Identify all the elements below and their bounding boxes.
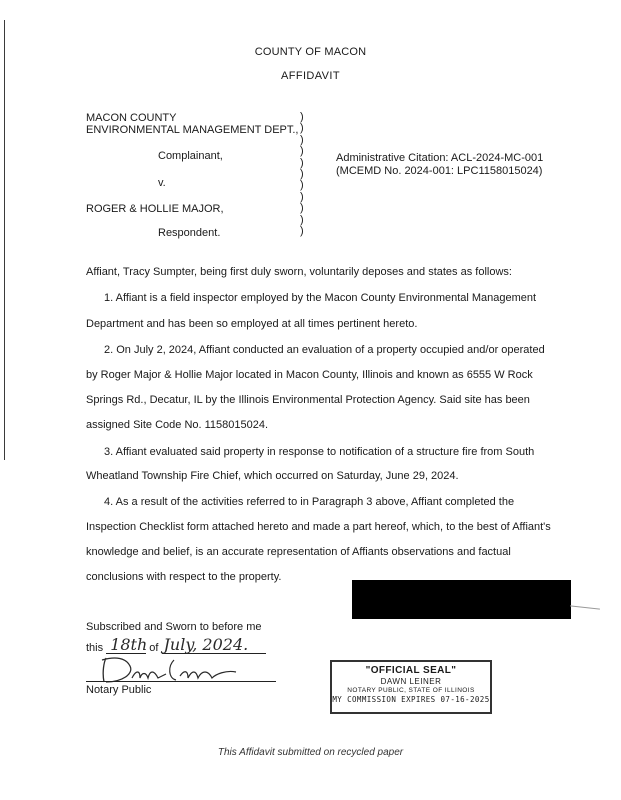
notary-public-label: Notary Public: [86, 684, 152, 696]
paragraph-2-line-1: 2. On July 2, 2024, Affiant conducted an evaluation of a property occupied and/or operated: [104, 344, 545, 356]
month-year-handwritten: July, 2024.: [163, 635, 249, 654]
seal-commission-expiry: MY COMMISSION EXPIRES 07-16-2025: [332, 695, 490, 704]
county-heading: COUNTY OF MACON: [254, 46, 367, 58]
seal-title: "OFFICIAL SEAL": [365, 665, 457, 676]
day-handwritten: 18th: [110, 635, 148, 654]
seal-notary-name: DAWN LEINER: [380, 677, 442, 686]
paragraph-2-line-2: by Roger Major & Hollie Major located in Macon County, Illinois and known as 6555 W Rock: [86, 369, 533, 381]
complainant-line1: MACON COUNTY: [86, 112, 177, 124]
document-title: AFFIDAVIT: [280, 70, 340, 82]
paragraph-4-line-3: knowledge and belief, is an accurate representation of Affiants observations and factual: [86, 546, 511, 558]
scan-edge-rule: [4, 20, 5, 460]
complainant-line2: ENVIRONMENTAL MANAGEMENT DEPT.,: [86, 124, 299, 136]
redaction-box: [352, 580, 571, 619]
subscribed-sworn-text: Subscribed and Sworn to before me: [86, 621, 262, 633]
of-word: of: [149, 642, 159, 654]
paragraph-1-line-2: Department and has been so employed at all times pertinent hereto.: [86, 318, 418, 330]
citation-mcemd-number: (MCEMD No. 2024-001: LPC1158015024): [336, 165, 543, 177]
paragraph-3-line-1: 3. Affiant evaluated said property in response to notification of a structure fire from South: [104, 446, 535, 458]
paragraph-3-line-2: Wheatland Township Fire Chief, which occurred on Saturday, June 29, 2024.: [86, 470, 459, 482]
complainant-role: Complainant,: [158, 150, 223, 162]
intro-paragraph: Affiant, Tracy Sumpter, being first duly sworn, voluntarily deposes and states as follows:: [86, 266, 512, 278]
official-seal-stamp: [330, 660, 492, 714]
paragraph-2-line-3: Springs Rd., Decatur, IL by the Illinois Environmental Protection Agency. Said site has been: [86, 394, 530, 406]
paragraph-4-line-1: 4. As a result of the activities referred to in Paragraph 3 above, Affiant completed the: [104, 496, 515, 508]
paragraph-4-line-2: Inspection Checklist form attached hereto and made a part hereof, which, to the best of Affiant's: [86, 521, 551, 533]
paragraph-4-line-4: conclusions with respect to the property.: [86, 571, 282, 583]
caption-parentheses: ) ) ) ) ) ) ) ) ) ) ): [300, 111, 304, 238]
this-word: this: [86, 642, 104, 654]
respondent-name: ROGER & HOLLIE MAJOR,: [86, 203, 224, 215]
paragraph-1-line-1: 1. Affiant is a field inspector employed by the Macon County Environmental Management: [104, 292, 537, 304]
seal-notary-state: NOTARY PUBLIC, STATE OF ILLINOIS: [347, 687, 475, 694]
notary-signature-line: [86, 681, 276, 682]
versus-label: v.: [158, 177, 166, 189]
stray-mark: [570, 605, 600, 609]
citation-number: Administrative Citation: ACL-2024-MC-001: [336, 152, 544, 164]
paragraph-2-line-4: assigned Site Code No. 1158015024.: [86, 419, 269, 431]
respondent-role: Respondent.: [158, 227, 221, 239]
recycled-paper-note: This Affidavit submitted on recycled paper: [217, 747, 404, 758]
